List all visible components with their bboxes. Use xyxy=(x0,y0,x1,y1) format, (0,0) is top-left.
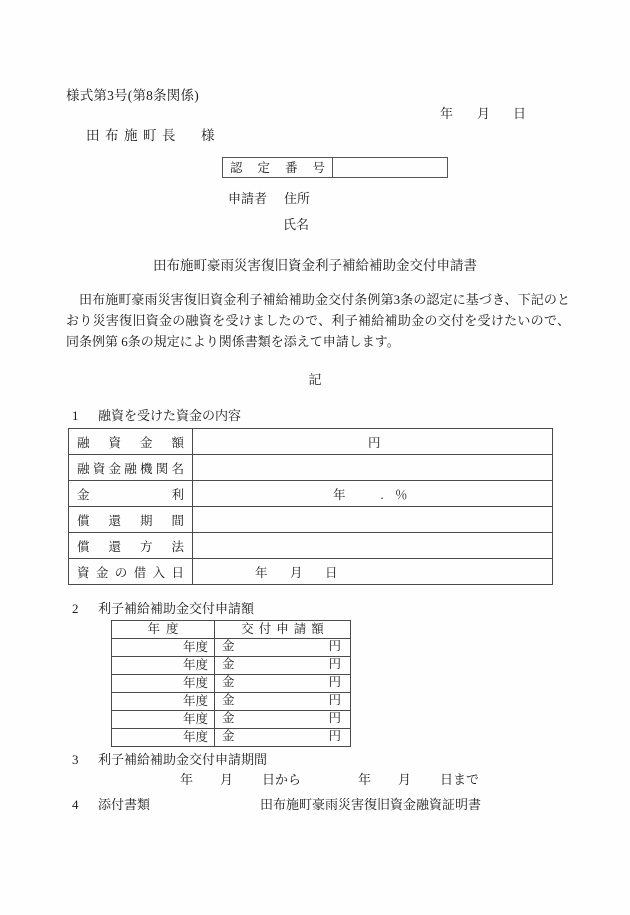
borrowing-date-group xyxy=(255,563,338,581)
amount-prefix-label: 金 xyxy=(222,639,235,653)
row-value-repayment-method[interactable] xyxy=(193,533,553,559)
period-from-year: 年 xyxy=(180,772,194,787)
period-to-month: 月 xyxy=(398,772,412,787)
cell-amount[interactable] xyxy=(215,729,351,747)
amount-unit-label: 円 xyxy=(328,711,341,725)
row-value-borrowing-date[interactable] xyxy=(193,559,553,585)
amount-prefix-label: 金 xyxy=(222,729,235,743)
amount-prefix-label: 金 xyxy=(222,675,235,689)
addressee-line xyxy=(86,124,215,144)
amount-unit-label: 円 xyxy=(328,729,341,743)
rate-percent-label: ％ xyxy=(395,487,408,502)
amount-prefix-label: 金 xyxy=(222,657,235,671)
table-row xyxy=(69,533,553,559)
certification-number-label: 認定番号 xyxy=(223,158,333,177)
ki-marker: 記 xyxy=(308,372,322,387)
body-paragraph xyxy=(66,289,570,352)
table-row xyxy=(112,675,351,693)
cell-fiscal-year[interactable]: 年度 xyxy=(112,657,215,675)
certification-number-box xyxy=(222,157,448,178)
cell-amount[interactable] xyxy=(215,639,351,657)
row-label-loan-amount: 融資金額 xyxy=(69,429,193,455)
cell-amount[interactable] xyxy=(215,711,351,729)
cell-fiscal-year[interactable]: 年度 xyxy=(112,711,215,729)
amount-prefix-label: 金 xyxy=(222,711,235,725)
yen-unit-label: 円 xyxy=(368,435,381,450)
period-from-day: 日から xyxy=(262,772,302,787)
cell-fiscal-year[interactable]: 年度 xyxy=(112,693,215,711)
row-label-repayment-method: 償還方法 xyxy=(69,533,193,559)
cell-fiscal-year[interactable]: 年度 xyxy=(112,639,215,657)
application-period-line xyxy=(180,769,479,788)
section-4-number: 4 xyxy=(72,797,79,812)
applicant-address-label: 住所 xyxy=(284,191,311,206)
date-year-label: 年 xyxy=(440,106,454,121)
period-from-month: 月 xyxy=(220,772,234,787)
row-label-repayment-period: 償還期間 xyxy=(69,507,193,533)
document-date-line xyxy=(440,103,526,122)
applicant-name-label: 氏名 xyxy=(283,217,310,232)
section-3-title: 利子補給補助金交付申請期間 xyxy=(98,752,268,767)
table-row xyxy=(112,729,351,747)
table-row xyxy=(112,693,351,711)
applicant-label: 申請者 xyxy=(228,191,268,206)
section-1-number: 1 xyxy=(72,408,79,423)
cell-amount[interactable] xyxy=(215,675,351,693)
loan-day-label: 日 xyxy=(325,565,338,580)
body-paragraph-text: 田布施町豪雨災害復旧資金利子補給補助金交付条例第3条の認定に基づき、下記のとおり災害復旧資金の融資を受けましたので、利子補給補助金の交付を受けたいので、同条例第 6条の規定により関係書類を添えて申請します。 xyxy=(66,292,570,349)
addressee-name: 田布施町長 xyxy=(86,128,181,143)
amount-unit-label: 円 xyxy=(328,657,341,671)
table-row xyxy=(112,711,351,729)
loan-year-label: 年 xyxy=(255,565,268,580)
section-4-heading xyxy=(72,794,150,813)
certification-number-input[interactable] xyxy=(333,158,447,177)
period-to-year: 年 xyxy=(358,772,372,787)
table-row xyxy=(69,429,553,455)
cell-amount[interactable] xyxy=(215,693,351,711)
row-value-lender-institution[interactable] xyxy=(193,455,553,481)
rate-year-label: 年 xyxy=(333,487,346,502)
document-title: 田布施町豪雨災害復旧資金利子補給補助金交付申請書 xyxy=(153,258,477,273)
table-row xyxy=(69,559,553,585)
section-2-title: 利子補給補助金交付申請額 xyxy=(98,601,255,616)
section-1-title: 融資を受けた資金の内容 xyxy=(98,408,242,423)
cell-fiscal-year[interactable]: 年度 xyxy=(112,729,215,747)
loan-month-label: 月 xyxy=(290,565,303,580)
row-label-interest-rate: 金利 xyxy=(69,481,193,507)
subsidy-application-table xyxy=(111,620,351,747)
cell-amount[interactable] xyxy=(215,657,351,675)
column-header-fiscal-year: 年度 xyxy=(112,621,215,639)
date-month-label: 月 xyxy=(477,106,491,121)
table-row xyxy=(69,507,553,533)
table-header-row xyxy=(112,621,351,639)
section-1-heading xyxy=(72,405,241,424)
row-value-loan-amount[interactable] xyxy=(193,429,553,455)
attachment-document-name: 田布施町豪雨災害復旧資金融資証明書 xyxy=(260,797,482,812)
rate-decimal-point: . xyxy=(380,487,384,502)
row-value-repayment-period[interactable] xyxy=(193,507,553,533)
table-row xyxy=(69,455,553,481)
table-row xyxy=(69,481,553,507)
row-label-lender-institution: 融資金融機関名 xyxy=(69,455,193,481)
column-header-amount: 交付申請額 xyxy=(215,621,351,639)
table-row xyxy=(112,657,351,675)
applicant-address-line xyxy=(228,188,310,207)
date-day-label: 日 xyxy=(513,106,527,121)
row-value-interest-rate[interactable] xyxy=(193,481,553,507)
period-to-day: 日まで xyxy=(440,772,480,787)
loan-details-table xyxy=(68,428,553,585)
cell-fiscal-year[interactable]: 年度 xyxy=(112,675,215,693)
amount-prefix-label: 金 xyxy=(222,693,235,707)
amount-unit-label: 円 xyxy=(328,693,341,707)
section-2-heading xyxy=(72,598,254,617)
section-3-heading xyxy=(72,749,267,768)
amount-unit-label: 円 xyxy=(328,675,341,689)
section-2-number: 2 xyxy=(72,601,79,616)
row-label-borrowing-date: 資金の借入日 xyxy=(69,559,193,585)
addressee-honorific: 様 xyxy=(201,128,215,143)
amount-unit-label: 円 xyxy=(328,639,341,653)
section-3-number: 3 xyxy=(72,752,79,767)
section-4-title: 添付書類 xyxy=(98,797,151,812)
table-row xyxy=(112,639,351,657)
interest-rate-unit-group xyxy=(333,485,408,503)
form-number: 様式第3号(第8条関係) xyxy=(66,88,199,103)
